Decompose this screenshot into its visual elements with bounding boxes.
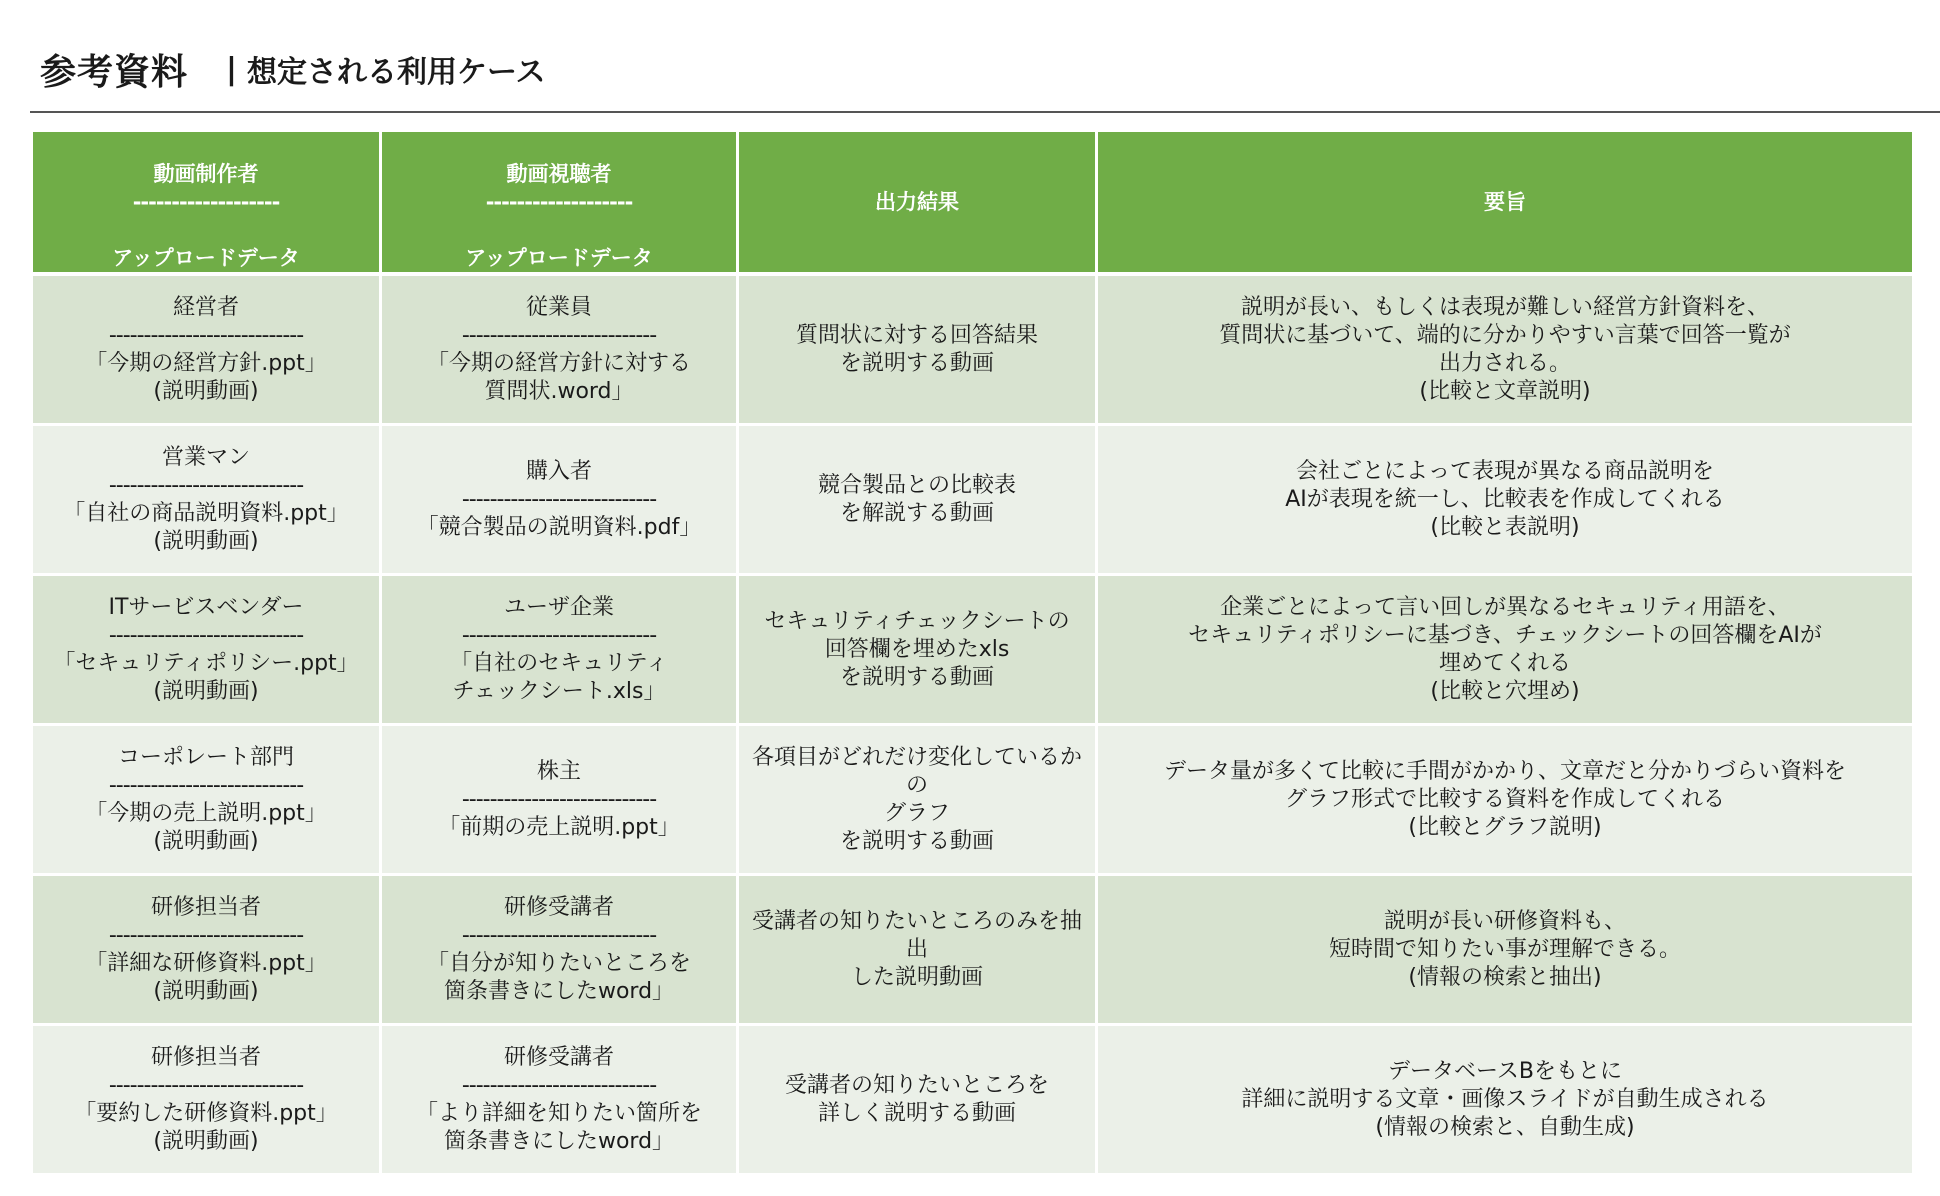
header-viewer-top: 動画視聴者 xyxy=(506,162,612,186)
viewer-cell xyxy=(381,425,738,575)
creator-cell xyxy=(32,875,381,1025)
viewer-cell xyxy=(381,875,738,1025)
creator-role: 経営者 xyxy=(172,294,239,320)
table-row xyxy=(32,875,1914,1025)
viewer-cell xyxy=(381,725,738,875)
summary-cell: 企業ごとによって言い回しが異なるセキュリティ用語を、 セキュリティポリシーに基づき、チェックシートの回答欄をAIが 埋めてくれる (比較と穴埋め) xyxy=(1097,575,1914,725)
viewer-role: 購入者 xyxy=(525,458,592,484)
viewer-file: 「前期の売上説明.ppt」 xyxy=(438,814,680,840)
creator-divider: ---------------------------- xyxy=(108,622,304,648)
header-creator-dash: ------------------- xyxy=(132,190,280,214)
summary-cell: データベースBをもとに 詳細に説明する文章・画像スライドが自動生成される (情報の検索と、自動生成) xyxy=(1097,1025,1914,1175)
creator-role: 研修担当者 xyxy=(150,894,261,920)
viewer-cell xyxy=(381,575,738,725)
creator-divider: ---------------------------- xyxy=(108,322,304,348)
viewer-file: 「より詳細を知りたい箇所を 箇条書きにしたword」 xyxy=(415,1100,702,1154)
summary-cell: 説明が長い、もしくは表現が難しい経営方針資料を、 質問状に基づいて、端的に分かりやすい言葉で回答一覧が 出力される。 (比較と文章説明) xyxy=(1097,274,1914,425)
output-cell: 受講者の知りたいところのみを抽出 した説明動画 xyxy=(738,875,1097,1025)
creator-divider: ---------------------------- xyxy=(108,1072,304,1098)
viewer-role: 株主 xyxy=(536,758,581,784)
creator-file: 「要約した研修資料.ppt」 (説明動画) xyxy=(74,1100,338,1154)
table-row xyxy=(32,425,1914,575)
header-creator xyxy=(32,131,381,275)
output-cell: 競合製品との比較表 を解説する動画 xyxy=(738,425,1097,575)
summary-cell: 会社ごとによって表現が異なる商品説明を AIが表現を統一し、比較表を作成してくれる (比較と表説明) xyxy=(1097,425,1914,575)
viewer-divider: ---------------------------- xyxy=(461,622,657,648)
viewer-file: 「今期の経営方針に対する 質問状.word」 xyxy=(426,350,691,404)
header-output: 出力結果 xyxy=(738,131,1097,275)
viewer-divider: ---------------------------- xyxy=(461,1072,657,1098)
title-divider xyxy=(30,111,1940,113)
creator-role: ITサービスベンダー xyxy=(108,594,304,620)
use-case-table xyxy=(30,129,1915,1176)
viewer-cell xyxy=(381,1025,738,1175)
creator-divider: ---------------------------- xyxy=(108,472,304,498)
header-summary: 要旨 xyxy=(1097,131,1914,275)
creator-divider: ---------------------------- xyxy=(108,922,304,948)
creator-file: 「今期の経営方針.ppt」 (説明動画) xyxy=(85,350,327,404)
page-title: 参考資料 xyxy=(40,51,189,93)
creator-cell xyxy=(32,274,381,425)
table-row xyxy=(32,725,1914,875)
output-cell: セキュリティチェックシートの 回答欄を埋めたxls を説明する動画 xyxy=(738,575,1097,725)
creator-file: 「詳細な研修資料.ppt」 (説明動画) xyxy=(85,950,327,1004)
viewer-role: 研修受講者 xyxy=(503,894,614,920)
page-header xyxy=(40,44,545,94)
viewer-divider: ---------------------------- xyxy=(461,786,657,812)
viewer-file: 「自分が知りたいところを 箇条書きにしたword」 xyxy=(426,950,691,1004)
table-row xyxy=(32,274,1914,425)
output-cell: 質問状に対する回答結果 を説明する動画 xyxy=(738,274,1097,425)
header-viewer xyxy=(381,131,738,275)
viewer-file: 「競合製品の説明資料.pdf」 xyxy=(416,514,702,540)
table-row xyxy=(32,1025,1914,1175)
page-subtitle: 想定される利用ケース xyxy=(246,55,546,90)
viewer-file: 「自社のセキュリティ チェックシート.xls」 xyxy=(450,650,668,704)
viewer-cell xyxy=(381,274,738,425)
header-creator-top: 動画制作者 xyxy=(153,162,259,186)
creator-role: 研修担当者 xyxy=(150,1044,261,1070)
viewer-role: 従業員 xyxy=(525,294,592,320)
viewer-divider: ---------------------------- xyxy=(461,322,657,348)
creator-cell xyxy=(32,725,381,875)
header-viewer-bottom: アップロードデータ xyxy=(465,246,653,270)
table-row xyxy=(32,575,1914,725)
viewer-divider: ---------------------------- xyxy=(461,922,657,948)
title-separator: | xyxy=(226,51,237,87)
table-header-row xyxy=(32,131,1914,275)
creator-file: 「セキュリティポリシー.ppt」 (説明動画) xyxy=(53,650,359,704)
summary-cell: 説明が長い研修資料も、 短時間で知りたい事が理解できる。 (情報の検索と抽出) xyxy=(1097,875,1914,1025)
viewer-role: 研修受講者 xyxy=(503,1044,614,1070)
creator-cell xyxy=(32,575,381,725)
creator-cell xyxy=(32,425,381,575)
output-cell: 受講者の知りたいところを 詳しく説明する動画 xyxy=(738,1025,1097,1175)
viewer-role: ユーザ企業 xyxy=(503,594,614,620)
creator-role: コーポレート部門 xyxy=(117,744,294,770)
creator-divider: ---------------------------- xyxy=(108,772,304,798)
summary-cell: データ量が多くて比較に手間がかかり、文章だと分かりづらい資料を グラフ形式で比較する資料を作成してくれる (比較とグラフ説明) xyxy=(1097,725,1914,875)
creator-role: 営業マン xyxy=(161,444,250,470)
creator-cell xyxy=(32,1025,381,1175)
header-creator-bottom: アップロードデータ xyxy=(112,246,300,270)
header-viewer-dash: ------------------- xyxy=(485,190,633,214)
output-cell: 各項目がどれだけ変化しているかの グラフ を説明する動画 xyxy=(738,725,1097,875)
creator-file: 「今期の売上説明.ppt」 (説明動画) xyxy=(85,800,327,854)
viewer-divider: ---------------------------- xyxy=(461,486,657,512)
creator-file: 「自社の商品説明資料.ppt」 (説明動画) xyxy=(63,500,349,554)
